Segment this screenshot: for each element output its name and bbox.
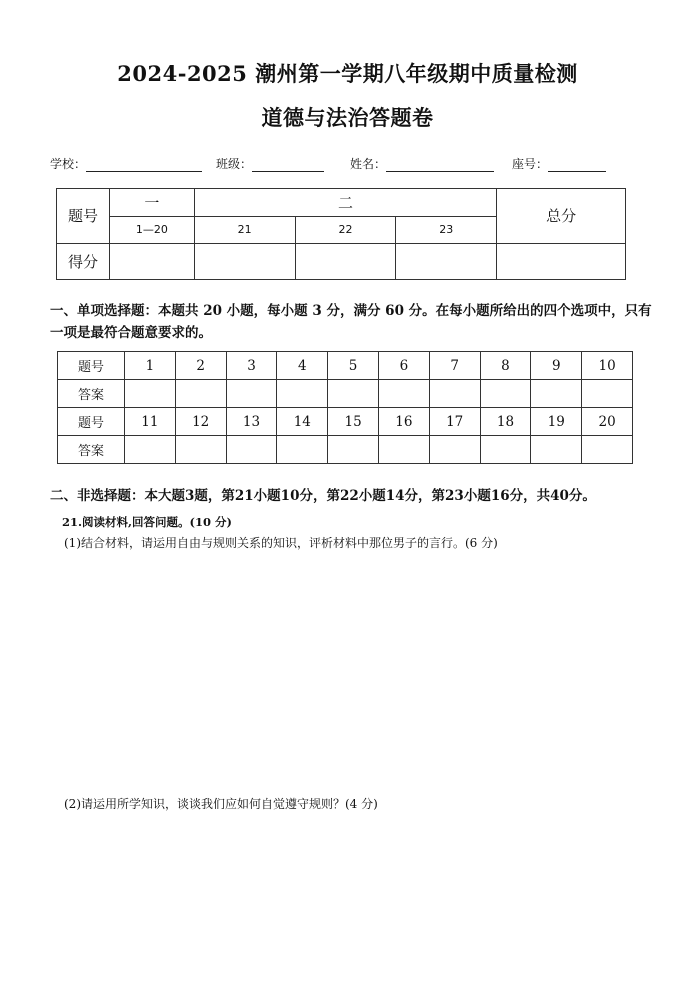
answer-num: 12 bbox=[175, 408, 226, 436]
answer-num: 7 bbox=[429, 352, 480, 380]
answer-num: 5 bbox=[328, 352, 379, 380]
answer-label: 答案 bbox=[58, 380, 125, 408]
answer-cell[interactable] bbox=[429, 436, 480, 464]
answer-num: 10 bbox=[582, 352, 633, 380]
page-title: 2024-2025 潮州第一学期八年级期中质量检测 bbox=[117, 61, 578, 86]
answer-cell[interactable] bbox=[226, 380, 277, 408]
score-cell[interactable] bbox=[497, 243, 626, 279]
page-subtitle: 道德与法治答题卷 bbox=[261, 105, 434, 130]
name-field[interactable] bbox=[350, 155, 494, 172]
answer-num-label: 题号 bbox=[58, 408, 125, 436]
answer-cell[interactable] bbox=[480, 380, 531, 408]
answer-cell[interactable] bbox=[175, 436, 226, 464]
name-blank[interactable] bbox=[386, 159, 494, 172]
answer-num: 4 bbox=[277, 352, 328, 380]
answer-cell[interactable] bbox=[378, 436, 429, 464]
score-label-question: 题号 bbox=[57, 189, 110, 244]
answer-num: 11 bbox=[125, 408, 176, 436]
answer-num: 19 bbox=[531, 408, 582, 436]
answer-cell[interactable] bbox=[125, 380, 176, 408]
answer-cell[interactable] bbox=[328, 436, 379, 464]
school-blank[interactable] bbox=[86, 159, 202, 172]
answer-num: 16 bbox=[378, 408, 429, 436]
answer-cell[interactable] bbox=[277, 380, 328, 408]
seat-field[interactable] bbox=[512, 155, 606, 172]
answer-label: 答案 bbox=[58, 436, 125, 464]
section2-heading: 二、非选择题：本大题3题，第21小题10分，第22小题14分，第23小题16分，共40分。 bbox=[50, 488, 596, 504]
answer-num: 1 bbox=[125, 352, 176, 380]
score-cell[interactable] bbox=[295, 243, 396, 279]
answer-cell[interactable] bbox=[531, 380, 582, 408]
class-field[interactable] bbox=[216, 155, 324, 172]
school-field[interactable] bbox=[50, 155, 202, 172]
question-21-part2: (2)请运用所学知识，谈谈我们应如何自觉遵守规则？(4 分) bbox=[64, 797, 378, 811]
answer-num: 8 bbox=[480, 352, 531, 380]
question-21-part1: (1)结合材料，请运用自由与规则关系的知识，评析材料中那位男子的言行。(6 分) bbox=[64, 536, 498, 550]
answer-cell[interactable] bbox=[480, 436, 531, 464]
score-cell[interactable] bbox=[396, 243, 497, 279]
answer-num: 14 bbox=[277, 408, 328, 436]
answer-num: 15 bbox=[328, 408, 379, 436]
answer-num: 17 bbox=[429, 408, 480, 436]
section1-heading: 一、单项选择题：本题共 20 小题，每小题 3 分，满分 60 分。在每小题所给出的四个选项中，只有一项是最符合题意要求的。 bbox=[50, 303, 652, 341]
answer-num: 13 bbox=[226, 408, 277, 436]
answer-num: 20 bbox=[582, 408, 633, 436]
name-label: 姓名： bbox=[350, 157, 387, 171]
score-cell[interactable] bbox=[109, 243, 194, 279]
answer-num: 18 bbox=[480, 408, 531, 436]
class-blank[interactable] bbox=[252, 159, 324, 172]
answer-cell[interactable] bbox=[531, 436, 582, 464]
school-label: 学校： bbox=[50, 157, 87, 171]
answer-table bbox=[57, 351, 633, 464]
answer-num: 2 bbox=[175, 352, 226, 380]
answer-cell[interactable] bbox=[582, 436, 633, 464]
answer-cell[interactable] bbox=[328, 380, 379, 408]
score-sub-2: 21 bbox=[194, 217, 295, 243]
score-total: 总分 bbox=[497, 189, 626, 244]
answer-num-label: 题号 bbox=[58, 352, 125, 380]
answer-num: 6 bbox=[378, 352, 429, 380]
answer-cell[interactable] bbox=[226, 436, 277, 464]
score-part1: 一 bbox=[109, 189, 194, 217]
answer-cell[interactable] bbox=[378, 380, 429, 408]
answer-num: 3 bbox=[226, 352, 277, 380]
answer-cell[interactable] bbox=[125, 436, 176, 464]
score-sub-1: 1—20 bbox=[109, 217, 194, 243]
score-cell[interactable] bbox=[194, 243, 295, 279]
seat-blank[interactable] bbox=[548, 159, 606, 172]
seat-label: 座号： bbox=[512, 157, 549, 171]
answer-cell[interactable] bbox=[582, 380, 633, 408]
score-sub-4: 23 bbox=[396, 217, 497, 243]
answer-cell[interactable] bbox=[277, 436, 328, 464]
answer-cell[interactable] bbox=[175, 380, 226, 408]
question-21-title: 21.阅读材料,回答问题。(10 分) bbox=[62, 515, 232, 529]
class-label: 班级： bbox=[216, 157, 253, 171]
score-label-score: 得分 bbox=[57, 243, 110, 279]
answer-cell[interactable] bbox=[429, 380, 480, 408]
answer-num: 9 bbox=[531, 352, 582, 380]
score-sub-3: 22 bbox=[295, 217, 396, 243]
score-table bbox=[56, 188, 626, 280]
score-part2: 二 bbox=[194, 189, 496, 217]
